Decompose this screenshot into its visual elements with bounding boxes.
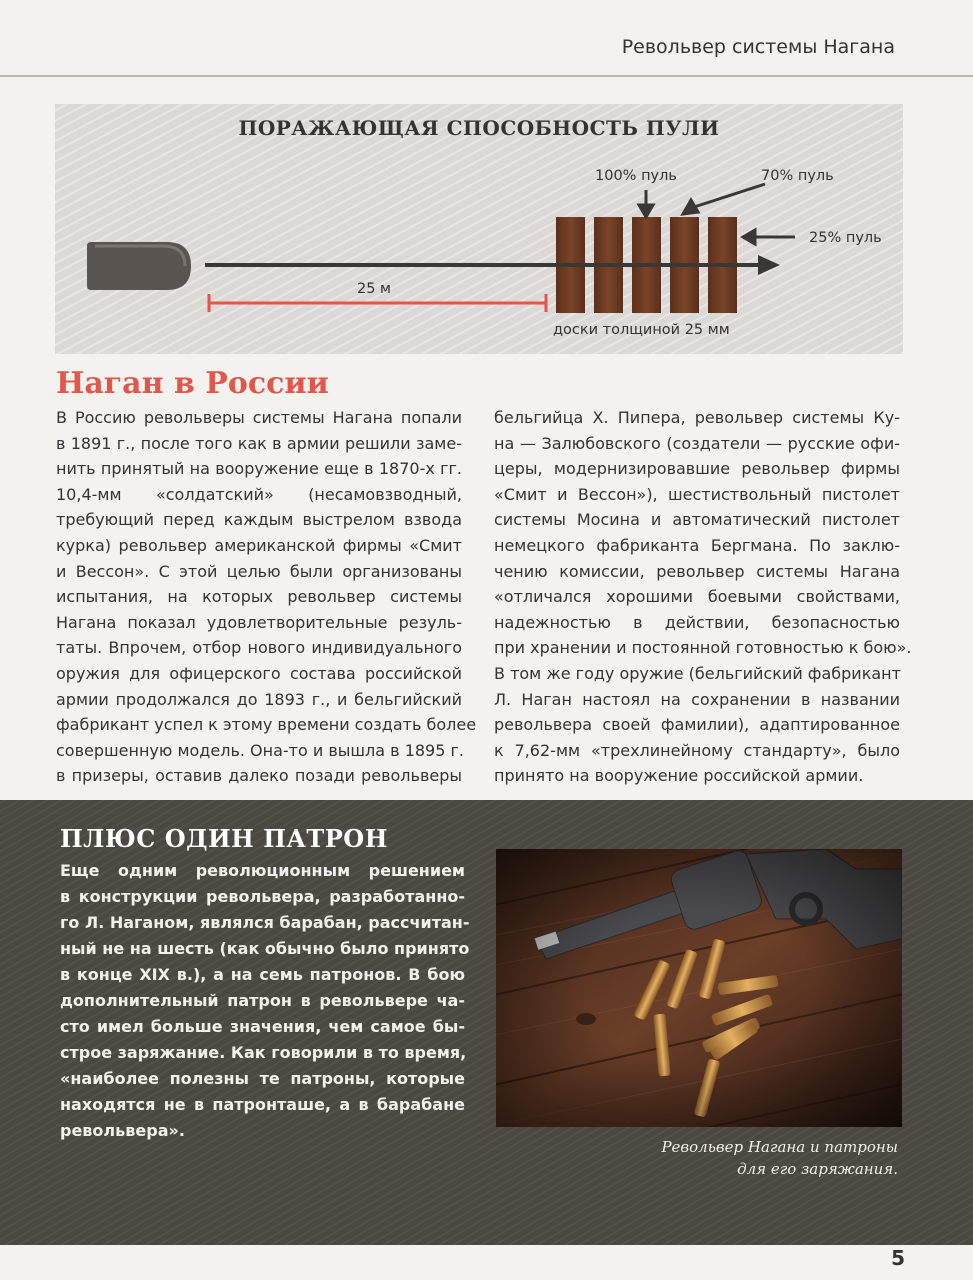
text-line: испытания, на которых револьвер системы (56, 587, 462, 607)
body-column-right (494, 405, 912, 789)
text-line: на — Залюбовского (создатели — русские офи- (494, 433, 900, 453)
text-line: Л. Наган настоял на сохранении в названии (494, 689, 900, 709)
text-line: курка) револьвер американской фирмы «Смит (56, 535, 462, 555)
text-line: револьвера своей фамилии), адаптированное (494, 715, 900, 735)
text-line: при хранении и постоянной готовностью к бою». (494, 638, 912, 658)
infographic-title: ПОРАЖАЮЩАЯ СПОСОБНОСТЬ ПУЛИ (238, 116, 720, 140)
box-text-line: го Л. Наганом, являлся барабан, рассчитан- (60, 913, 470, 932)
text-line: к 7,62-мм «трехлинейному стандарту», было (494, 740, 900, 760)
text-line: фабрикант успел к этому времени создать более (56, 715, 477, 735)
text-line: и Вессон». С этой целью были организованы (56, 561, 462, 581)
label-100-percent: 100% пуль (595, 168, 677, 184)
box-text-line: дополнительный патрон в револьвере ча- (60, 991, 465, 1010)
header-rule (0, 75, 973, 77)
text-line: 10,4-мм «солдатский» (несамовзводный, (56, 484, 462, 504)
text-line: «Смит и Вессон»), шестиствольный пистолет (494, 484, 900, 504)
box-text-line: в конструкции револьвера, разработанно- (60, 887, 465, 906)
section-title: Наган в России (56, 366, 329, 401)
bullet-penetration-infographic (55, 104, 903, 354)
text-line: В Россию револьверы системы Нагана попали (56, 408, 462, 427)
text-line: «отличался хорошими боевыми свойствами, (494, 587, 900, 607)
text-line: немецкого фабриканта Бергмана. По заклю- (494, 535, 900, 555)
text-line: совершенную модель. Она-то и вышла в 1895 г. (56, 740, 464, 760)
page-number: 5 (891, 1246, 905, 1270)
box-text-line: сто имел больше значения, чем самое бы- (60, 1017, 465, 1036)
bullet-icon (87, 242, 191, 290)
text-line: церы, модернизировавшие револьвер фирмы (494, 459, 900, 479)
box-title: ПЛЮС ОДИН ПАТРОН (60, 824, 388, 853)
text-line: чению комиссии, револьвер системы Нагана (494, 561, 900, 581)
caption-line: Револьвер Нагана и патроны (661, 1138, 898, 1156)
text-line: В том же году оружие (бельгийский фабрикант (494, 663, 901, 683)
revolver-photo (496, 849, 902, 1127)
box-text (60, 858, 470, 1144)
text-line: требующий перед каждым выстрелом взвода (56, 510, 462, 530)
photo-caption (661, 1136, 898, 1180)
text-line: бельгийца Х. Пипера, револьвер системы Ку- (494, 408, 900, 427)
text-line: в призеры, оставив далеко позади револьверы (56, 766, 462, 786)
box-text-line: находятся не в патронташе, а в барабане (60, 1095, 465, 1114)
label-70-percent: 70% пуль (761, 168, 834, 184)
revolver-photo-drawing (496, 849, 902, 1127)
text-line: системы Мосина и автоматический пистолет (494, 510, 900, 530)
text-line: таты. Впрочем, отбор нового индивидуального (56, 638, 462, 658)
body-column-left (56, 405, 477, 789)
label-boards: доски толщиной 25 мм (553, 322, 730, 338)
text-line: армии продолжался до 1893 г., и бельгийский (56, 689, 462, 709)
box-text-line: в конце XIX в.), а на семь патронов. В бою (60, 965, 465, 984)
text-line: принято на вооружение российской армии. (494, 766, 864, 786)
label-25-percent: 25% пуль (809, 230, 882, 246)
text-line: надежностью в действии, безопасностью (494, 612, 900, 632)
label-distance: 25 м (357, 281, 391, 297)
box-text-line: строе заряжание. Как говорили в то время, (60, 1043, 467, 1062)
box-text-line: Еще одним революционным решением (60, 861, 465, 880)
text-line: в 1891 г., после того как в армии решили заме- (56, 433, 462, 453)
box-text-line: револьвера». (60, 1121, 185, 1140)
text-line: Нагана показал удовлетворительные резуль- (56, 612, 462, 632)
text-line: оружия для офицерского состава российской (56, 663, 462, 683)
box-text-line: ный не на шесть (как обычно было принято (60, 939, 470, 958)
running-head: Револьвер системы Нагана (621, 36, 895, 58)
infographic-drawing (55, 104, 903, 354)
box-text-line: «наиболее полезны те патроны, которые (60, 1069, 465, 1088)
text-line: нить принятый на вооружение еще в 1870-х гг. (56, 459, 462, 479)
caption-line: для его заряжания. (737, 1160, 898, 1178)
arrow-70 (691, 184, 765, 208)
